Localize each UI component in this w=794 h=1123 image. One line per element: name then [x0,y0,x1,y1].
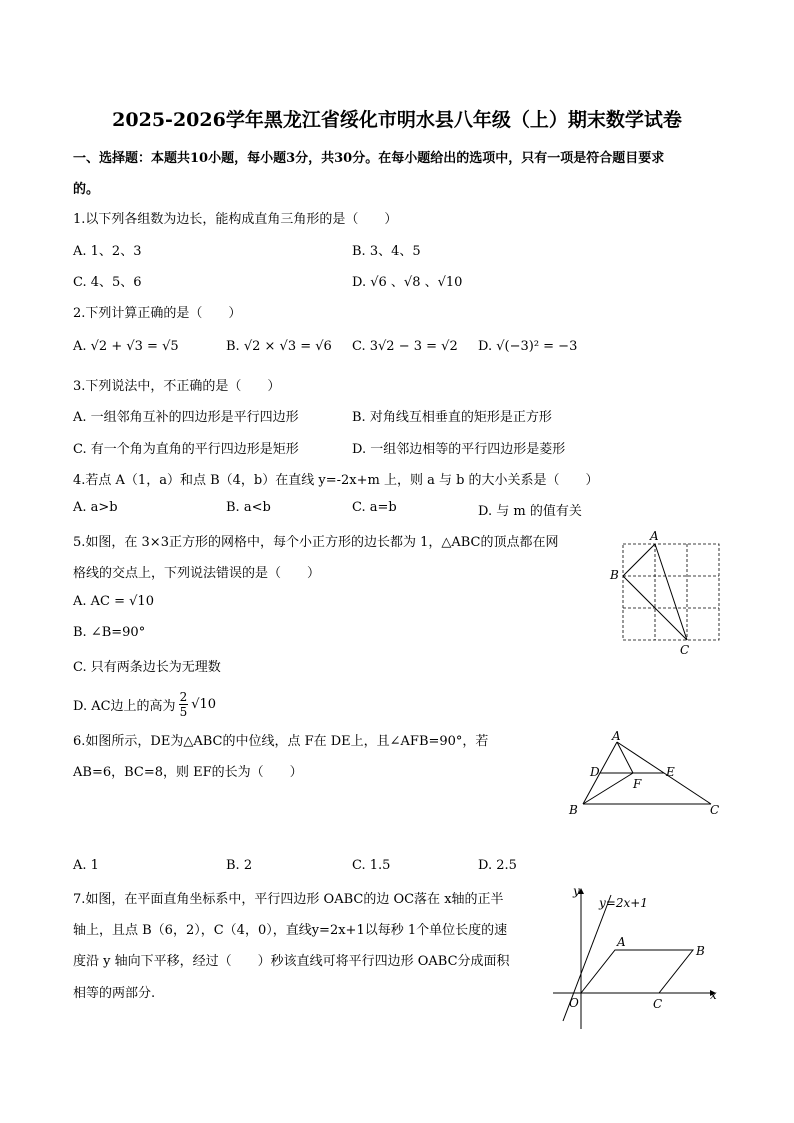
q3-option-d: D. 一组邻边相等的平行四边形是菱形 [352,442,566,457]
section-heading-line1: 一、选择题：本题共10小题，每小题3分，共30分。在每小题给出的选项中，只有一项是符合题目要求 [73,151,665,166]
q3-option-b: B. 对角线互相垂直的矩形是正方形 [352,410,552,425]
q4-option-a: A. a>b [73,500,118,515]
q6-option-d: D. 2.5 [478,858,517,873]
q5-grid-figure [605,528,725,656]
q6-triangle-figure [565,728,727,820]
q1-option-c: C. 4、5、6 [73,275,142,290]
q1-stem: 1.以下列各组数为边长，能构成直角三角形的是（ ） [73,212,398,227]
q7-parallelogram-oabc [581,950,693,993]
page-title: 2025-2026学年黑龙江省绥化市明水县八年级（上）期末数学试卷 [112,109,682,131]
q5-option-d [73,690,216,719]
q6-label-d: D [590,765,600,779]
q7-label-b: B [696,944,705,958]
q6-option-c: C. 1.5 [352,858,391,873]
q6-label-c: C [710,803,720,817]
q1-option-d: D. √6 、√8 、√10 [352,275,463,290]
section-heading-line2: 的。 [73,182,100,197]
q5-label-b: B [610,568,619,582]
q6-triangle-lines [583,742,711,804]
q2-stem: 2.下列计算正确的是（ ） [73,306,242,321]
q6-label-f: F [633,777,642,791]
q2-option-b: B. √2 × √3 = √6 [226,339,332,354]
q4-option-c: C. a=b [352,500,397,515]
q5-option-d-prefix: D. AC边上的高为 [73,699,176,714]
q6-option-a: A. 1 [73,858,99,873]
q1-option-b: B. 3、4、5 [352,244,421,259]
q2-option-a: A. √2 + √3 = √5 [73,339,179,354]
q7-label-x-axis: x [710,988,717,1002]
q5-option-b: B. ∠B=90° [73,625,146,640]
q6-label-b: B [569,803,578,817]
q4-option-b: B. a<b [226,500,271,515]
q7-label-o: O [569,996,579,1010]
q6-label-e: E [666,765,675,779]
q6-label-a: A [612,729,621,743]
q5-option-a: A. AC = √10 [73,594,154,609]
q7-stem-line4: 相等的两部分. [73,986,156,1001]
q5-option-d-radical: √10 [191,697,217,712]
q5-stem-line1: 5.如图，在 3×3正方形的网格中，每个小正方形的边长都为 1，△ABC的顶点都在网 [73,535,559,550]
q3-option-a: A. 一组邻角互补的四边形是平行四边形 [73,410,299,425]
q6-stem-line1: 6.如图所示，DE为△ABC的中位线，点 F在 DE上，且∠AFB=90°，若 [73,734,489,749]
q5-fraction-numerator: 2 [179,690,188,704]
q7-coordinate-figure [545,883,730,1033]
q7-stem-line3: 度沿 y 轴向下平移，经过（ ）秒该直线可将平行四边形 OABC分成面积 [73,954,510,969]
q5-label-c: C [680,643,690,656]
q2-option-c: C. 3√2 − 3 = √2 [352,339,458,354]
q3-option-c: C. 有一个角为直角的平行四边形是矩形 [73,442,299,457]
q2-option-d: D. √(−3)² = −3 [478,339,578,354]
q4-stem: 4.若点 A（1，a）和点 B（4，b）在直线 y=-2x+m 上，则 a 与 b 的大小关系是（ ） [73,473,599,488]
q5-option-c: C. 只有两条边长为无理数 [73,660,221,675]
q7-stem-line2: 轴上，且点 B（6，2），C（4，0），直线y=2x+1以每秒 1个单位长度的速 [73,923,508,938]
q3-stem: 3.下列说法中，不正确的是（ ） [73,379,281,394]
q5-fraction-denominator: 5 [179,705,188,719]
q5-fraction [179,690,189,719]
q7-line-label: y=2x+1 [599,896,648,910]
q7-label-a: A [617,935,626,949]
q1-option-a: A. 1、2、3 [73,244,142,259]
q7-label-c: C [653,997,663,1011]
q7-stem-line1: 7.如图，在平面直角坐标系中，平行四边形 OABC的边 OC落在 x轴的正半 [73,892,504,907]
q6-option-b: B. 2 [226,858,253,873]
q4-option-d: D. 与 m 的值有关 [478,504,582,519]
q6-stem-line2: AB=6，BC=8，则 EF的长为（ ） [73,765,303,780]
q7-label-y-axis: y [573,884,580,898]
q5-stem-line2: 格线的交点上，下列说法错误的是（ ） [73,566,321,581]
q5-label-a: A [650,529,659,543]
